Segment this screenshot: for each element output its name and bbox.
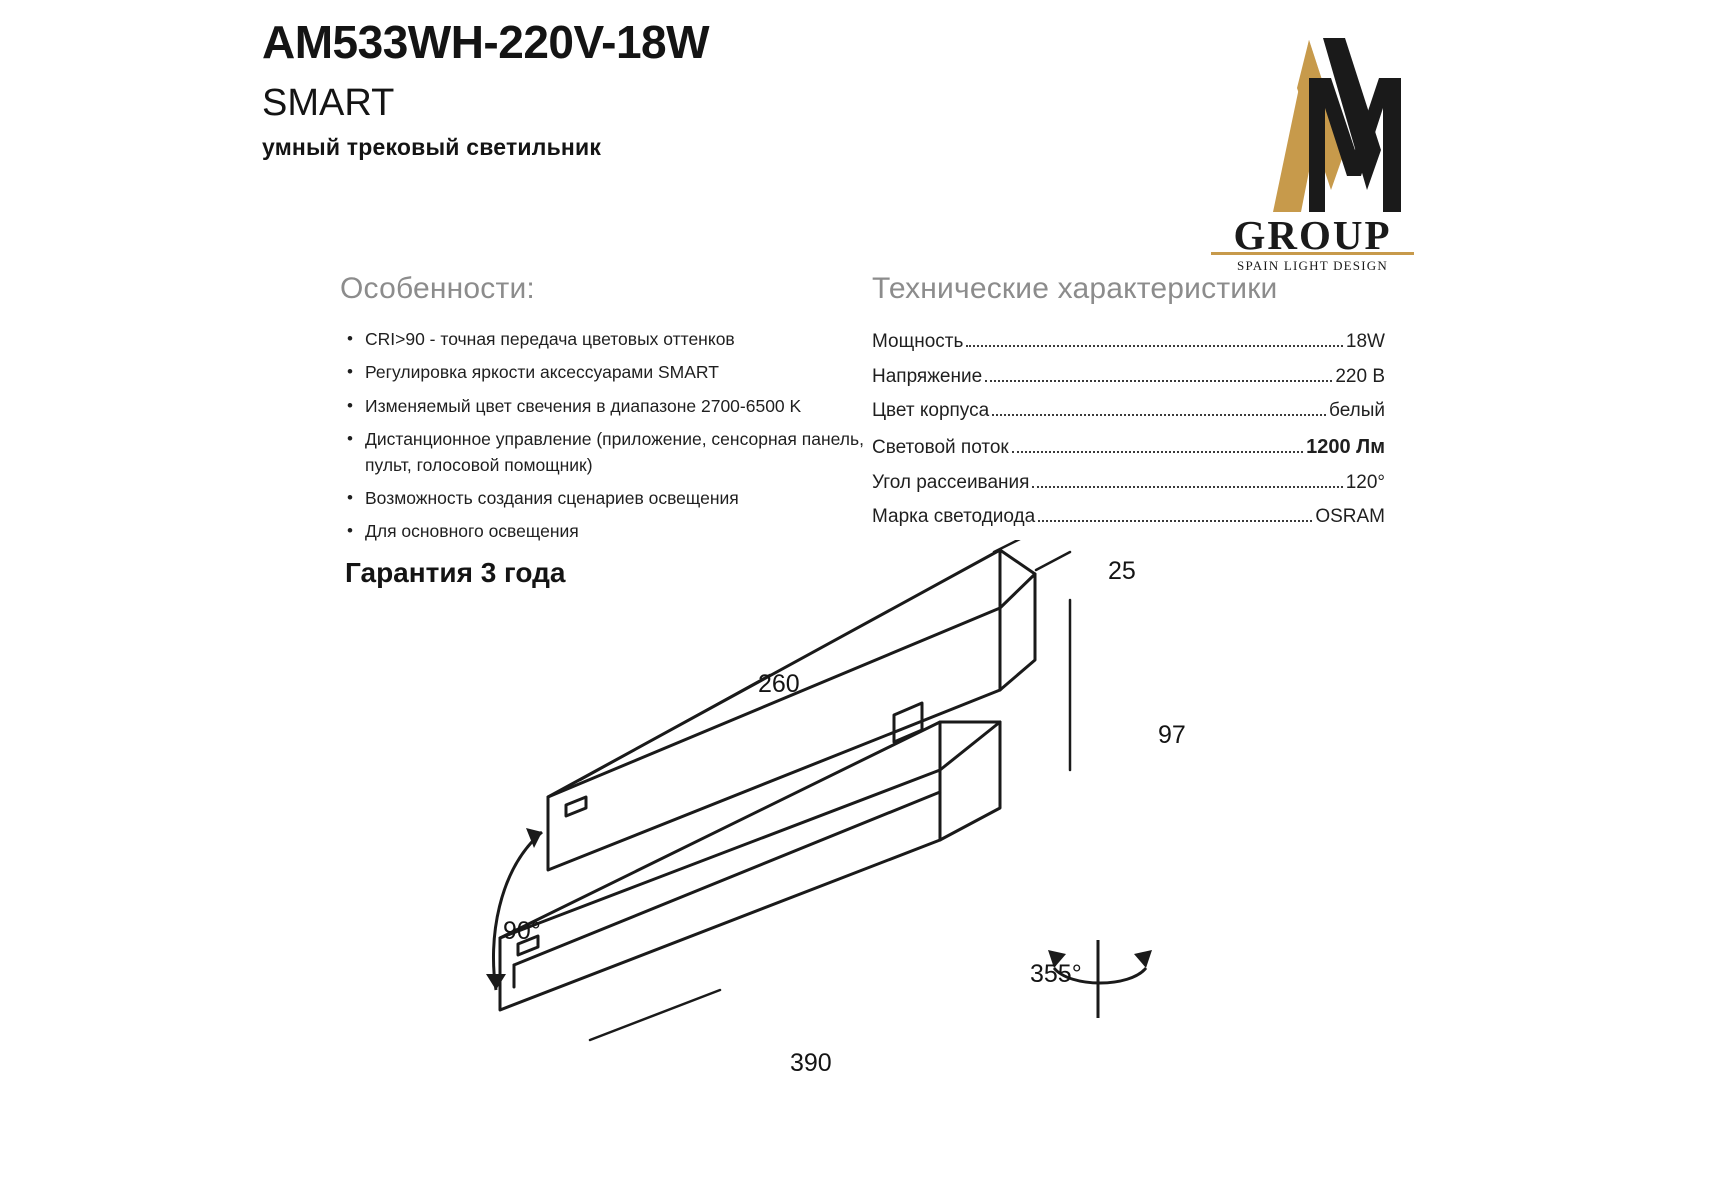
product-line-name: SMART: [262, 82, 395, 125]
list-item: • Для основного освещения: [345, 519, 865, 544]
leader-dots: [992, 413, 1326, 416]
spec-label: Угол рассеивания: [872, 471, 1030, 493]
leader-dots: [1038, 519, 1312, 522]
spec-label: Напряжение: [872, 365, 983, 387]
list-item: • Дистанционное управление (приложение, сенсорная панель, пульт, голосовой помощник): [345, 427, 865, 478]
specs-table: [872, 330, 1385, 540]
logo-tagline: SPAIN LIGHT DESIGN: [1237, 258, 1388, 273]
dimension-rotation-angle: 355°: [1030, 960, 1082, 988]
logo-wordmark: GROUP: [1233, 212, 1392, 258]
spec-label: Марка светодиода: [872, 506, 1036, 528]
table-row: [872, 399, 1385, 424]
spec-label: Световой поток: [872, 437, 1009, 459]
spec-label: Цвет корпуса: [872, 400, 990, 422]
product-subtitle: умный трековый светильник: [262, 133, 602, 160]
spec-value: OSRAM: [1315, 506, 1385, 528]
dimension-length-bottom: 390: [790, 1049, 832, 1077]
brand-logo: [1205, 30, 1420, 273]
dimension-length-top: 260: [758, 670, 800, 698]
dimension-depth: 25: [1108, 557, 1136, 585]
title-block: [262, 18, 1062, 161]
dimension-height: 97: [1158, 721, 1186, 749]
spec-value: белый: [1329, 400, 1385, 422]
spec-label: Мощность: [872, 331, 964, 352]
leader-dots: [985, 379, 1332, 382]
product-technical-drawing: [470, 540, 1630, 1200]
dimension-tilt-angle: 90°: [503, 917, 541, 945]
leader-dots: [966, 344, 1343, 347]
logo-mark-icon: [1205, 30, 1420, 230]
table-row: [872, 434, 1385, 461]
page-title: AM533WH-220V-18W: [262, 16, 710, 68]
list-item: • CRI>90 - точная передача цветовых оттенков: [345, 327, 865, 352]
luminaire-isometric-drawing: [470, 540, 1630, 1200]
features-list: [345, 327, 865, 553]
spec-value: 120°: [1345, 471, 1385, 493]
leader-dots: [1012, 450, 1303, 453]
table-row: [872, 471, 1385, 496]
leader-dots: [1032, 485, 1342, 488]
table-row: [872, 505, 1385, 530]
table-row: [872, 365, 1385, 390]
list-item: • Регулировка яркости аксессуарами SMART: [345, 360, 865, 385]
features-heading: Особенности:: [340, 272, 535, 305]
specs-heading: Технические характеристики: [872, 272, 1278, 305]
list-item: • Изменяемый цвет свечения в диапазоне 2700-6500 K: [345, 394, 865, 419]
list-item: • Возможность создания сценариев освещения: [345, 486, 865, 511]
spec-value: 1200 Лм: [1306, 436, 1385, 459]
spec-value: 18W: [1345, 331, 1385, 352]
spec-value: 220 В: [1335, 365, 1385, 387]
table-row: [872, 330, 1385, 355]
warranty-text: Гарантия 3 года: [345, 557, 566, 588]
